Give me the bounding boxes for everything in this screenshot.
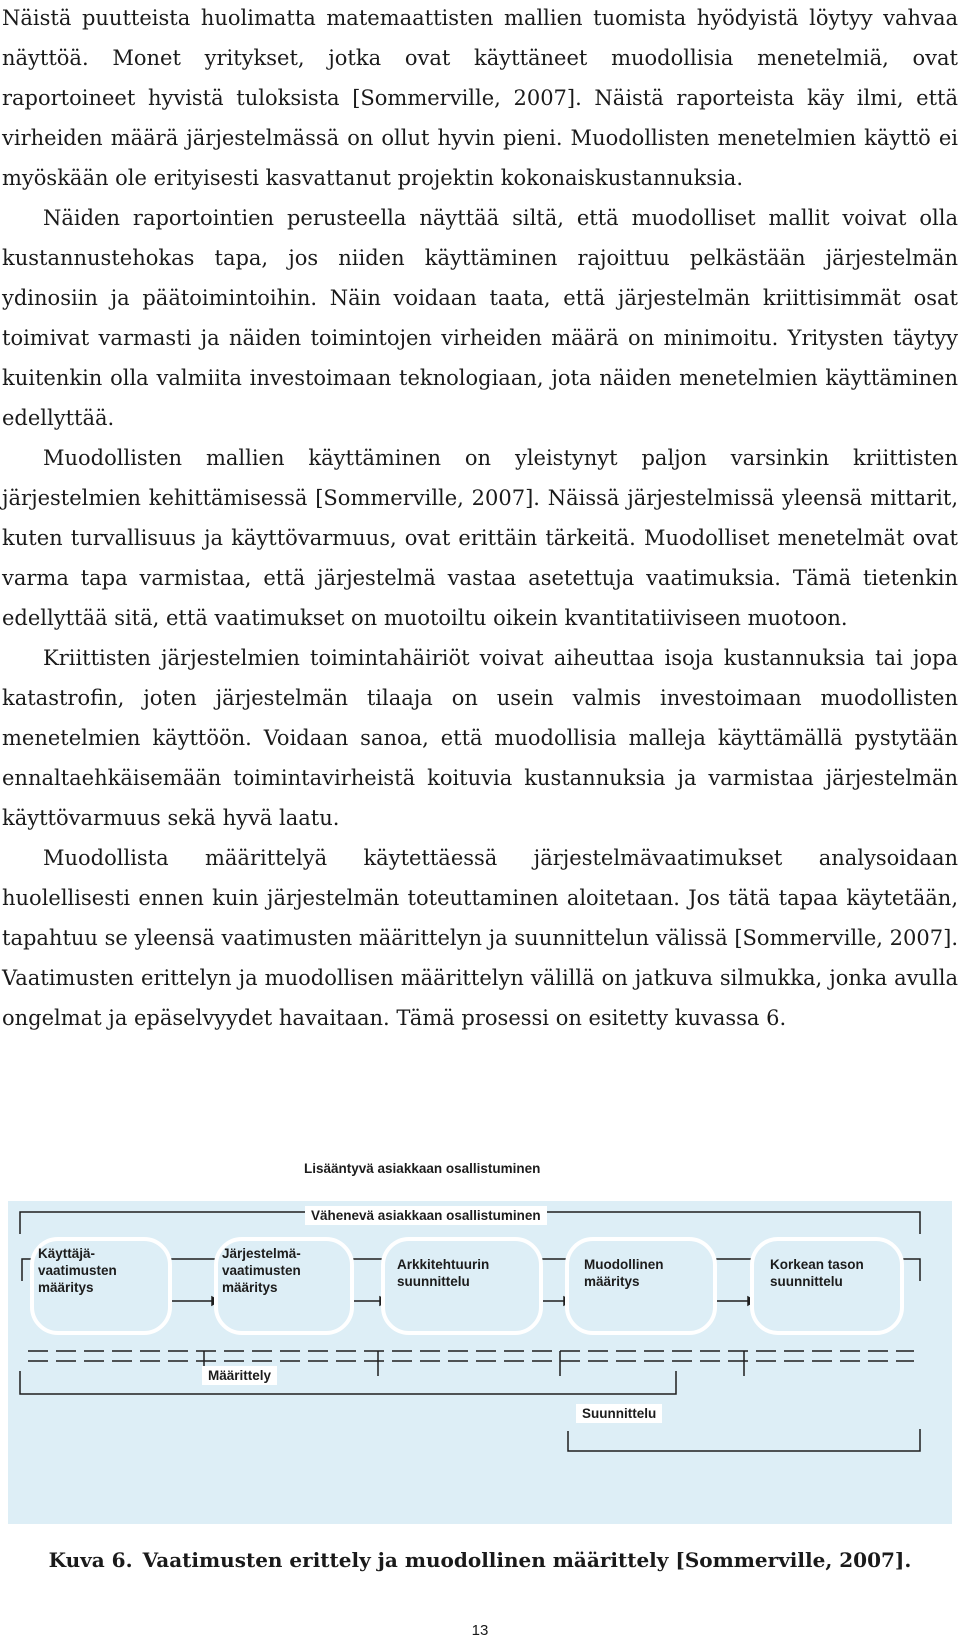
paragraph-2: Näiden raportointien perusteella näyttää siltä, että muodolliset mallit voivat olla kustannustehokas tapa, jos niiden käyttäminen rajoittuu pelkästään järjestelmän ydinosiin ja päätoimintoihin. Näin voidaan taata, että järjestelmän kriittisimmät osat toimivat varmasti ja näiden toimintojen virheiden määrä on minimoitu. Yritysten täytyy kuitenkin olla valmiita investoimaan teknologiaan, jota näiden menetelmien käyttäminen edellyttää. xyxy=(2,206,958,430)
paragraph-5: Muodollista määrittelyä käytettäessä järjestelmävaatimukset analysoidaan huolellisesti ennen kuin järjestelmän toteuttaminen aloitetaan. Jos tätä tapaa käytetään, tapahtuu se yleensä vaatimusten määrittelyn ja suunnittelun välissä [Sommerville, 2007]. Vaatimusten erittelyn ja muodollisen määrittelyn välillä on jatkuva silmukka, jonka avulla ongelmat ja epäselvyydet havaitaan. Tämä prosessi on esitetty kuvassa 6. xyxy=(2,846,958,1030)
top-bar-label: Lisääntyvä asiakkaan osallistuminen xyxy=(298,1159,546,1178)
bottom-left-bar xyxy=(20,1371,676,1394)
page-number: 13 xyxy=(471,1622,489,1639)
paragraph-4: Kriittisten järjestelmien toimintahäiriöt voivat aiheuttaa isoja kustannuksia tai jopa katastrofin, joten järjestelmän tilaaja on usein valmis investoimaan muodollisten menetelmien käyttöön. Voidaan sanoa, että muodollisia malleja käyttämällä pystytään ennaltaehkäisemään toimintavirheistä koituvia kustannuksia ja varmistaa järjestelmän käyttövarmuus sekä hyvä laatu. xyxy=(2,646,958,830)
node-label-1: Käyttäjä- vaatimusten määritys xyxy=(38,1246,117,1295)
paragraph-3: Muodollisten mallien käyttäminen on yleistynyt paljon varsinkin kriittisten järjestelmien kehittämisessä [Sommerville, 2007]. Näissä järjestelmissä yleensä mittarit, kuten turvallisuus ja käyttövarmuus, ovat erittäin tärkeitä. Muodolliset menetelmät ovat varma tapa varmistaa, että järjestelmä vastaa asetettuja vaatimuksia. Tämä tietenkin edellyttää sitä, että vaatimukset on muotoiltu oikein kvantitatiiviseen muotoon. xyxy=(2,446,958,630)
node-label-3: Arkkitehtuurin suunnittelu xyxy=(397,1257,490,1289)
node-label-4: Muodollinen määritys xyxy=(584,1257,664,1289)
figure-caption xyxy=(0,1548,960,1572)
process-figure xyxy=(8,1161,952,1524)
middle-bar-label: Vähenevä asiakkaan osallistuminen xyxy=(305,1206,547,1225)
caption-text: Vaatimusten erittely ja muodollinen määrittely [Sommerville, 2007]. xyxy=(142,1548,912,1572)
node-label-2: Järjestelmä- vaatimusten määritys xyxy=(222,1246,301,1295)
bottom-left-label: Määrittely xyxy=(202,1366,277,1385)
paragraph-1: Näistä puutteista huolimatta matemaattisten mallien tuomista hyödyistä löytyy vahvaa näyttöä. Monet yritykset, jotka ovat käyttäneet muodollisia menetelmiä, ovat raportoineet hyvistä tuloksista [Sommerville, 2007]. Näistä raporteista käy ilmi, että virheiden määrä järjestelmässä on ollut hyvin pieni. Muodollisten menetelmien käyttö ei myöskään ole erityisesti kasvattanut projektin kokonaiskustannuksia. xyxy=(2,6,958,190)
caption-number: Kuva 6. xyxy=(48,1548,133,1572)
bottom-right-label: Suunnittelu xyxy=(576,1404,662,1423)
feedback-loops xyxy=(28,1351,914,1376)
node-label-5: Korkean tason suunnittelu xyxy=(770,1257,864,1289)
body-text xyxy=(2,0,958,1038)
bottom-right-bar xyxy=(568,1429,920,1451)
figure-diagram xyxy=(8,1201,952,1524)
